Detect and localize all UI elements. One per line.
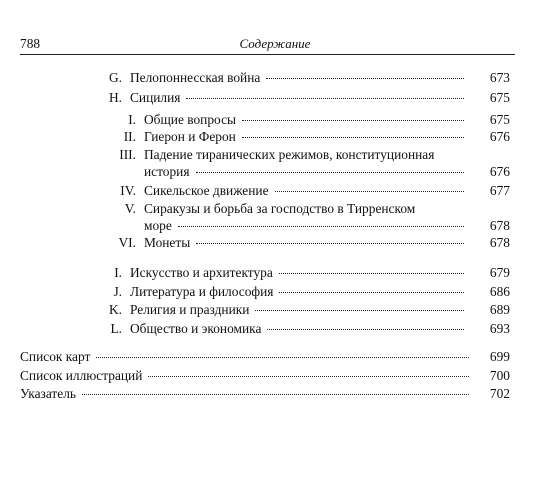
toc-label: Литература и философия	[130, 284, 274, 299]
toc-page-ref: 675	[489, 90, 510, 105]
toc-mark: V.	[124, 201, 136, 216]
dot-leader	[242, 137, 464, 138]
toc-page-ref: 678	[489, 218, 510, 233]
toc-entry-h-3-line2	[144, 163, 470, 181]
dot-leader	[196, 172, 464, 173]
toc-label: Монеты	[144, 235, 191, 250]
dot-leader	[96, 357, 469, 358]
page-number: 788	[20, 36, 41, 51]
toc-mark: II.	[123, 129, 136, 144]
dot-leader	[279, 292, 464, 293]
toc-entry-h	[92, 89, 470, 107]
dot-leader	[275, 191, 464, 192]
toc-label: Гиерон и Ферон	[144, 129, 236, 144]
toc-page-ref: 677	[489, 183, 510, 198]
toc-entry-j	[92, 283, 470, 301]
toc-label: Искусство и архитектура	[130, 265, 273, 280]
toc-label: Пелопоннесская война	[130, 70, 261, 85]
toc-label: Список иллюстраций	[20, 368, 143, 383]
toc-page-ref: 675	[489, 112, 510, 127]
toc-entry-l	[92, 320, 470, 338]
toc-mark: I.	[128, 112, 136, 127]
toc-label: море	[144, 218, 172, 233]
dot-leader	[148, 376, 469, 377]
toc-page-ref: 673	[489, 70, 510, 85]
toc-entry-h-5-line1	[106, 200, 415, 218]
toc-page-ref: 699	[489, 349, 510, 364]
toc-label: Список карт	[20, 349, 91, 364]
toc-mark: G.	[108, 70, 122, 85]
toc-entry-h-6	[106, 234, 470, 252]
toc-mark: I.	[114, 265, 122, 280]
toc-entry-i	[92, 264, 470, 282]
dot-leader	[266, 78, 464, 79]
toc-page-ref: 679	[489, 265, 510, 280]
toc-entry-g	[92, 69, 470, 87]
dot-leader	[82, 394, 469, 395]
toc-mark: L.	[110, 321, 122, 336]
toc-label: Сиракузы и борьба за господство в Тирренском	[144, 201, 416, 216]
toc-label: Общие вопросы	[144, 112, 237, 127]
toc-page-ref: 686	[489, 284, 510, 299]
toc-page-ref: 693	[489, 321, 510, 336]
dot-leader	[267, 329, 464, 330]
toc-label: Сикельское движение	[144, 183, 269, 198]
toc-label: Указатель	[20, 386, 77, 401]
toc-page-ref: 676	[489, 164, 510, 179]
toc-label: Сицилия	[130, 90, 181, 105]
dot-leader	[196, 243, 464, 244]
dot-leader	[279, 273, 464, 274]
toc-entry-h-3-line1	[106, 146, 434, 164]
toc-entry-illustrations	[20, 367, 475, 385]
toc-entry-h-4	[106, 182, 470, 200]
toc-entry-h-1	[106, 111, 470, 129]
toc-entry-index	[20, 385, 475, 403]
toc-page-ref: 700	[489, 368, 510, 383]
toc-page-ref: 678	[489, 235, 510, 250]
toc-page-ref: 702	[489, 386, 510, 401]
dot-leader	[255, 310, 464, 311]
toc-label: Падение тиранических режимов, конституционная	[144, 147, 435, 162]
dot-leader	[242, 120, 464, 121]
toc-page-ref: 676	[489, 129, 510, 144]
toc-mark: H.	[108, 90, 122, 105]
toc-label: история	[144, 164, 190, 179]
toc-label: Общество и экономика	[130, 321, 262, 336]
toc-mark: III.	[119, 147, 136, 162]
toc-entry-h-2	[106, 128, 470, 146]
dot-leader	[186, 98, 464, 99]
toc-label: Религия и праздники	[130, 302, 250, 317]
toc-mark: IV.	[120, 183, 136, 198]
toc-entry-k	[92, 301, 470, 319]
toc-mark: K.	[108, 302, 122, 317]
toc-mark: VI.	[118, 235, 136, 250]
running-title: Содержание	[239, 36, 311, 51]
toc-page-ref: 689	[489, 302, 510, 317]
toc-entry-h-5-line2	[144, 217, 470, 235]
header-rule	[20, 54, 515, 55]
toc-mark: J.	[113, 284, 122, 299]
toc-entry-maps	[20, 348, 475, 366]
dot-leader	[178, 226, 464, 227]
